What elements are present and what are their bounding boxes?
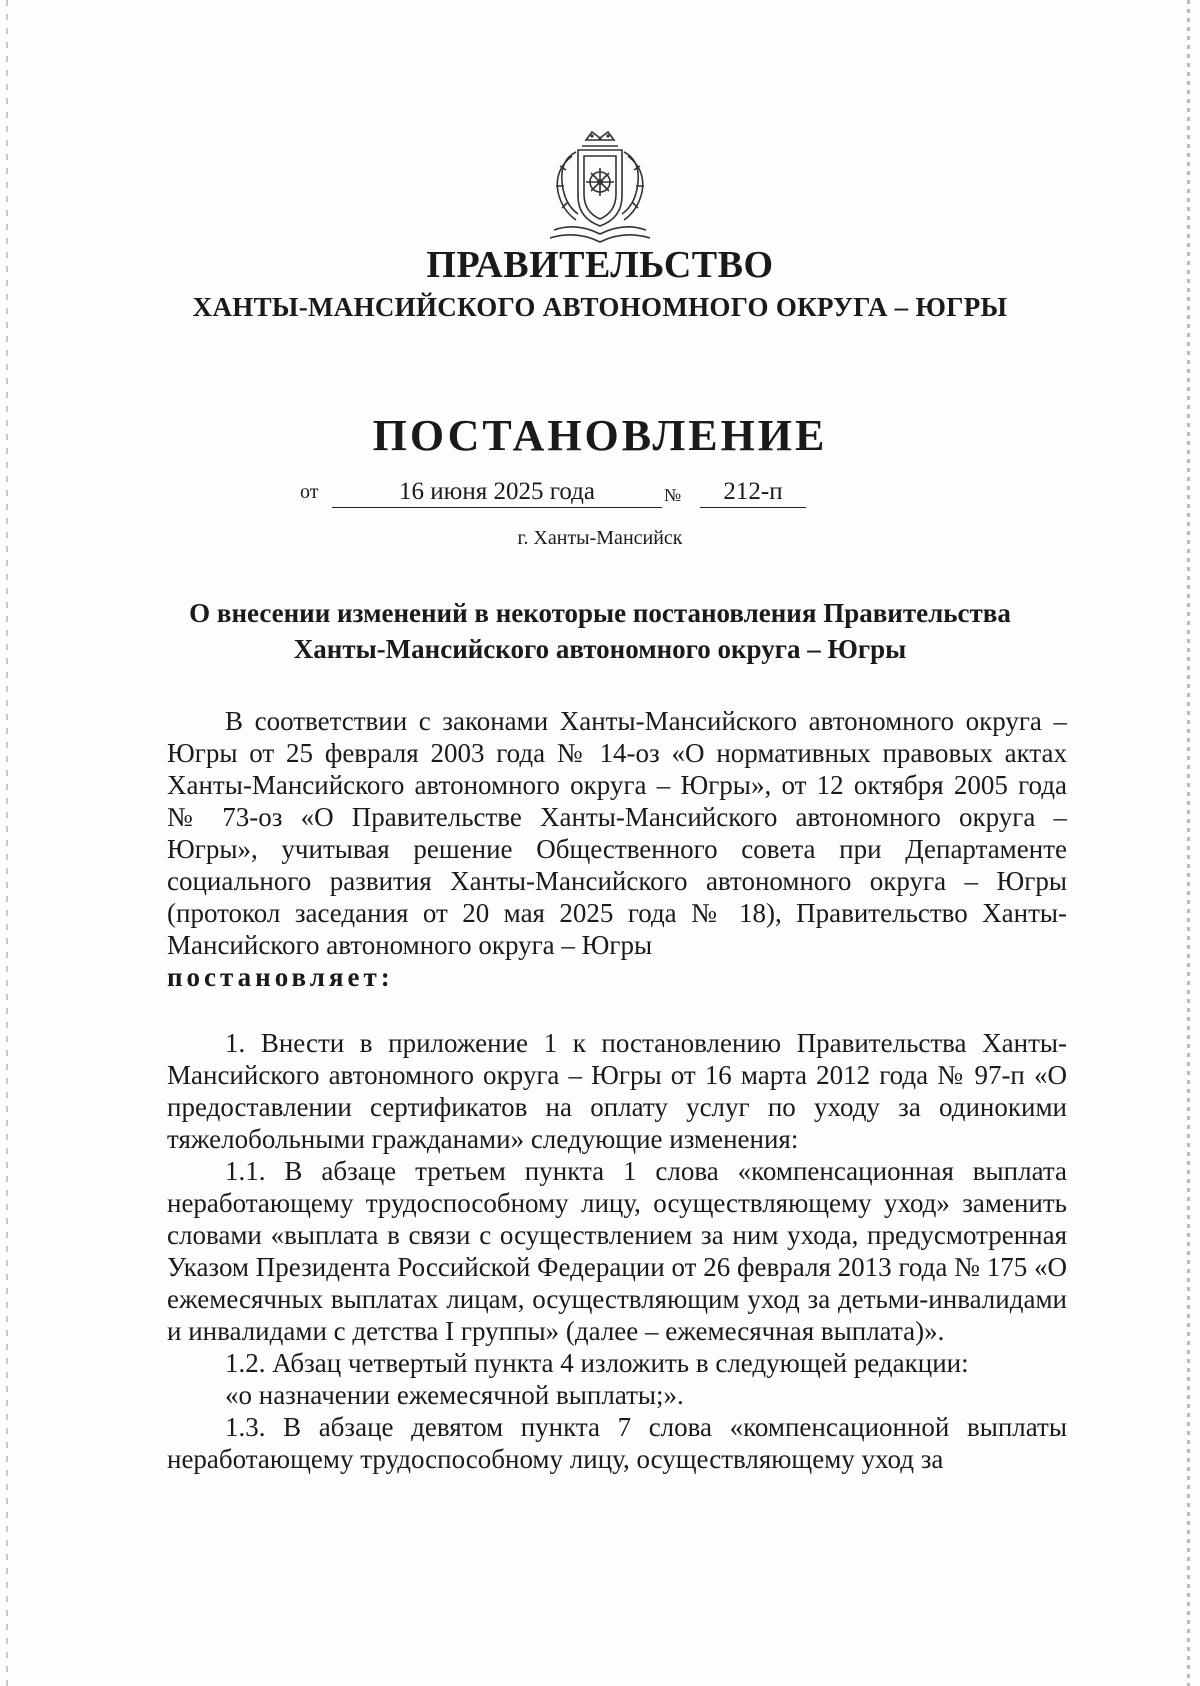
number-prefix-label: №: [664, 485, 682, 505]
preamble-paragraph: [167, 705, 1067, 993]
decree-word: постановляет:: [167, 962, 394, 992]
document-date: 16 июня 2025 года: [332, 477, 662, 508]
document-number: 212-п: [700, 477, 806, 508]
subject-line-1: О внесении изменений в некоторые постановления Правительства: [189, 598, 1011, 628]
paragraph-1-1: 1.1. В абзаце третьем пункта 1 слова «компенсационная выплата неработающему трудоспособному лицу, осуществляющему уход» заменить словами «выплата в связи с осуществлением за ним ухода, предусмотренная Указом Президента Российской Федерации от 26 февраля 2013 года № 175 «О ежемесячных выплатах лицам, осуществляющим уход за детьми-инвалидами и инвалидами с детства I группы» (далее – ежемесячная выплата)».: [167, 1156, 1067, 1346]
document-type-heading: ПОСТАНОВЛЕНИЕ: [372, 411, 828, 460]
paragraph-1-2: 1.2. Абзац четвертый пункта 4 изложить в следующей редакции:: [225, 1348, 969, 1378]
paragraph-1-2-text: «о назначении ежемесячной выплаты;».: [225, 1380, 684, 1410]
subject-line-2: Ханты-Мансийского автономного округа – Югры: [293, 634, 907, 664]
preamble-text: В соответствии с законами Ханты-Мансийского автономного округа – Югры от 25 февраля 2003 года № 14-оз «О нормативных правовых актах Ханты-Мансийского автономного округа – Югры», от 12 октября 2005 года № 73-оз «О Правительстве Ханты-Мансийского автономного округа – Югры», учитывая решение Общественного совета при Департаменте социального развития Ханты-Мансийского автономного округа – Югры (протокол заседания от 20 мая 2025 года № 18), Правительство Ханты-Мансийского автономного округа – Югры: [167, 706, 1067, 960]
paragraph-1-3: 1.3. В абзаце девятом пункта 7 слова «компенсационной выплаты неработающему трудоспособному лицу, осуществляющему уход за: [167, 1412, 1067, 1474]
coat-of-arms-emblem-icon: [536, 130, 664, 248]
paragraph-1: 1. Внести в приложение 1 к постановлению Правительства Ханты-Мансийского автономного округа – Югры от 16 марта 2012 года № 97-п «О предоставлении сертификатов на оплату услуг по уходу за одинокими тяжелобольными гражданами» следующие изменения:: [167, 1028, 1067, 1154]
government-title: ПРАВИТЕЛЬСТВО: [426, 244, 774, 286]
document-subject: [0, 595, 1200, 667]
date-prefix-label: от: [300, 481, 319, 503]
document-body: [167, 705, 1067, 1475]
city-line: г. Ханты-Мансийск: [517, 527, 683, 549]
region-title: ХАНТЫ-МАНСИЙСКОГО АВТОНОМНОГО ОКРУГА – ЮГРЫ: [192, 292, 1008, 322]
paragraph-spacer: [167, 993, 1067, 1027]
